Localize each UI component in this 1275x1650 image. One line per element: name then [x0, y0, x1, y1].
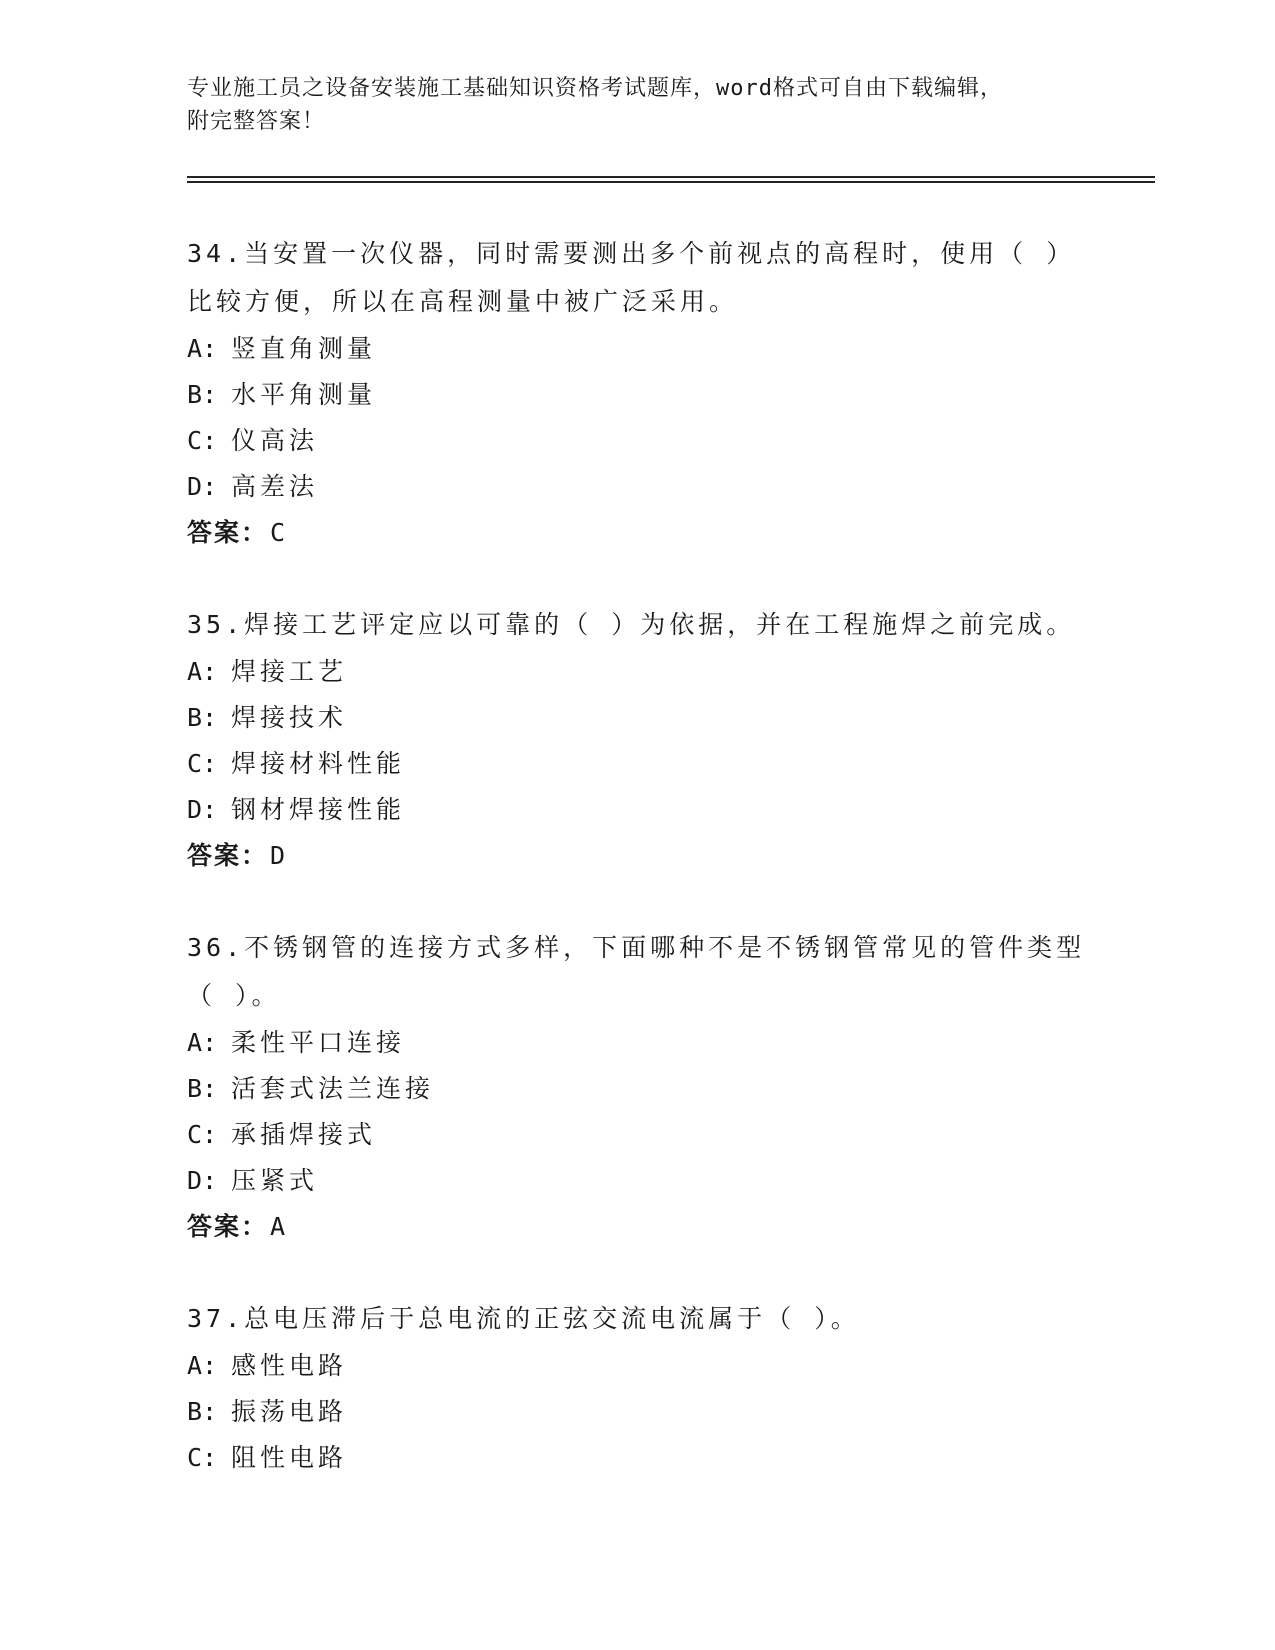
header-title-line-2: 附完整答案！ — [187, 109, 326, 134]
option-text: 焊接工艺 — [231, 657, 348, 686]
option-letter: B: — [187, 703, 218, 732]
option-letter: B: — [187, 1397, 218, 1426]
option-a — [187, 649, 1087, 695]
option-letter: A: — [187, 1351, 218, 1380]
option-letter: B: — [187, 380, 218, 409]
option-a — [187, 326, 1087, 372]
document-header — [187, 72, 1087, 138]
question-list — [187, 230, 1087, 1526]
option-c — [187, 741, 1087, 787]
option-text: 焊接材料性能 — [231, 749, 406, 778]
answer-value: D — [270, 841, 286, 870]
option-text: 活套式法兰连接 — [231, 1074, 435, 1103]
option-letter: A: — [187, 657, 218, 686]
option-text: 焊接技术 — [231, 703, 348, 732]
option-text: 竖直角测量 — [231, 334, 377, 363]
question-stem-line: 34.当安置一次仪器，同时需要测出多个前视点的高程时，使用（ ） — [187, 239, 1076, 268]
answer-label: 答案： — [187, 1212, 269, 1241]
option-text: 水平角测量 — [231, 380, 377, 409]
answer-line — [187, 1204, 1087, 1250]
option-text: 承插焊接式 — [231, 1120, 377, 1149]
option-text: 振荡电路 — [231, 1397, 348, 1426]
option-text: 高差法 — [231, 472, 319, 501]
option-letter: C: — [187, 426, 218, 455]
answer-value: A — [270, 1212, 286, 1241]
answer-line — [187, 510, 1087, 556]
option-text: 感性电路 — [231, 1351, 348, 1380]
option-b — [187, 372, 1087, 418]
option-letter: D: — [187, 1166, 218, 1195]
question-36 — [187, 924, 1087, 1250]
question-35 — [187, 601, 1087, 879]
option-letter: C: — [187, 1120, 218, 1149]
option-letter: D: — [187, 472, 218, 501]
header-divider-thin — [187, 181, 1155, 183]
question-34 — [187, 230, 1087, 556]
option-text: 压紧式 — [231, 1166, 319, 1195]
answer-label: 答案： — [187, 518, 269, 547]
option-b — [187, 695, 1087, 741]
question-stem-line: 36.不锈钢管的连接方式多样，下面哪种不是不锈钢管常见的管件类型 — [187, 933, 1086, 962]
option-d — [187, 464, 1087, 510]
question-stem-line: 35.焊接工艺评定应以可靠的（ ）为依据，并在工程施焊之前完成。 — [187, 610, 1076, 639]
answer-label: 答案： — [187, 841, 269, 870]
header-divider-thick — [187, 176, 1155, 178]
option-text: 阻性电路 — [231, 1443, 348, 1472]
option-c — [187, 1435, 1087, 1481]
option-letter: C: — [187, 1443, 218, 1472]
question-stem-line: 37.总电压滞后于总电流的正弦交流电流属于（ ）。 — [187, 1304, 860, 1333]
option-letter: B: — [187, 1074, 218, 1103]
option-letter: A: — [187, 1028, 218, 1057]
option-text: 钢材焊接性能 — [231, 795, 406, 824]
option-b — [187, 1066, 1087, 1112]
question-stem-line: （ ）。 — [187, 981, 281, 1010]
question-stem-line: 比较方便，所以在高程测量中被广泛采用。 — [187, 287, 739, 316]
option-a — [187, 1343, 1087, 1389]
option-a — [187, 1020, 1087, 1066]
option-d — [187, 787, 1087, 833]
option-d — [187, 1158, 1087, 1204]
option-c — [187, 418, 1087, 464]
option-b — [187, 1389, 1087, 1435]
option-text: 柔性平口连接 — [231, 1028, 406, 1057]
option-c — [187, 1112, 1087, 1158]
header-title-line-1: 专业施工员之设备安装施工基础知识资格考试题库，word格式可自由下载编辑， — [187, 76, 1003, 101]
question-37 — [187, 1295, 1087, 1481]
answer-line — [187, 833, 1087, 879]
option-letter: D: — [187, 795, 218, 824]
option-text: 仪高法 — [231, 426, 319, 455]
option-letter: C: — [187, 749, 218, 778]
option-letter: A: — [187, 334, 218, 363]
answer-value: C — [270, 518, 286, 547]
